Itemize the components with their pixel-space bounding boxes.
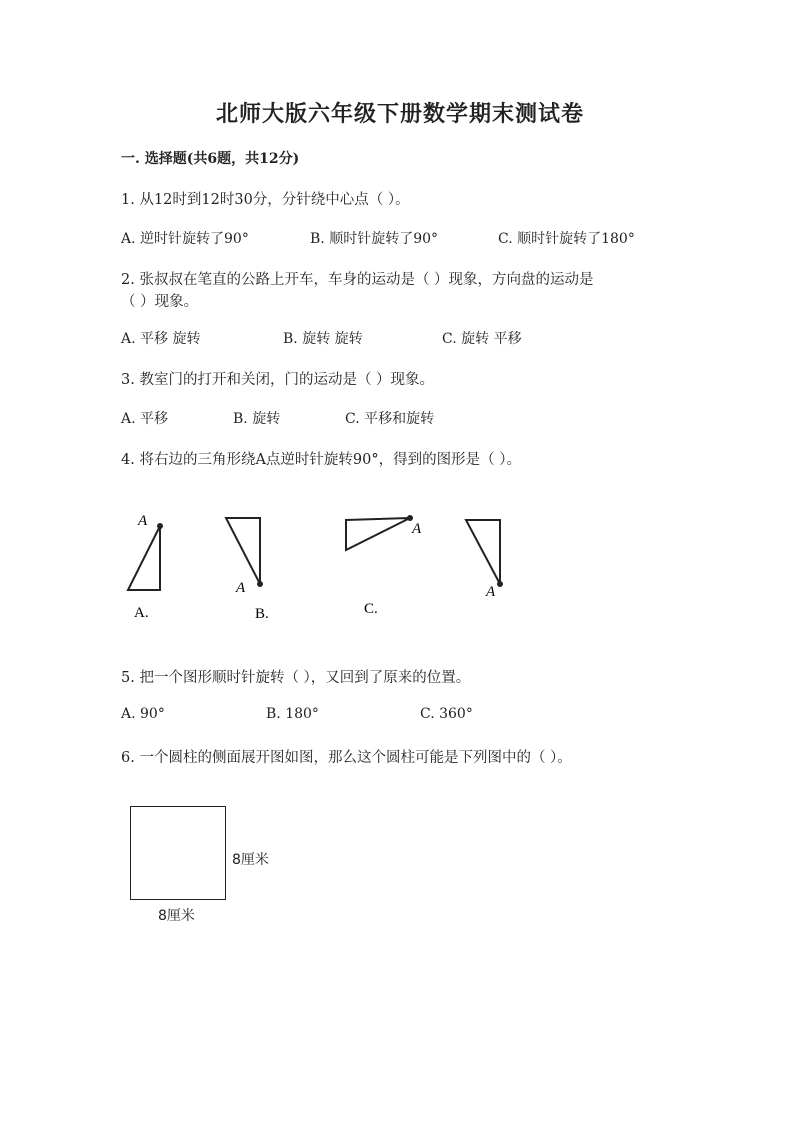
question-5-option-c[interactable]: C. 360°: [420, 706, 473, 722]
question-1-option-a[interactable]: A. 逆时针旋转了90°: [121, 231, 249, 247]
question-5-option-b[interactable]: B. 180°: [266, 706, 319, 722]
triangle-option-a[interactable]: [128, 513, 163, 621]
page-title: 北师大版六年级下册数学期末测试卷: [215, 101, 584, 127]
point-label: A: [412, 521, 422, 537]
given-triangle: [466, 520, 503, 600]
cylinder-side-net-square: [130, 806, 226, 900]
question-1-text: 1. 从12时到12时30分，分针绕中心点（ ）。: [121, 192, 410, 208]
question-1-option-b[interactable]: B. 顺时针旋转了90°: [310, 231, 439, 247]
question-6-text: 6. 一个圆柱的侧面展开图如图，那么这个圆柱可能是下列图中的（ ）。: [121, 750, 572, 766]
square-bottom-length-label: 8厘米: [158, 908, 195, 924]
rotation-point-dot: [157, 523, 163, 529]
question-3-option-a[interactable]: A. 平移: [121, 411, 169, 427]
point-label: A: [486, 584, 496, 600]
question-5-option-a[interactable]: A. 90°: [121, 706, 165, 722]
question-5-text: 5. 把一个图形顺时针旋转（ ），又回到了原来的位置。: [121, 670, 471, 686]
point-label: A: [138, 513, 148, 529]
question-3-text: 3. 教室门的打开和关闭，门的运动是（ ）现象。: [121, 372, 435, 388]
rotation-point-dot: [497, 581, 503, 587]
figure-option-c-label: C.: [364, 601, 378, 617]
section-heading: 一. 选择题(共6题，共12分): [121, 151, 300, 167]
question-2-text-line1: 2. 张叔叔在笔直的公路上开车，车身的运动是（ ）现象，方向盘的运动是: [121, 272, 594, 288]
question-2-option-a[interactable]: A. 平移 旋转: [121, 331, 201, 347]
figure-option-b-label: B.: [255, 606, 269, 622]
question-4-text: 4. 将右边的三角形绕A点逆时针旋转90°，得到的图形是（ ）。: [121, 452, 521, 468]
triangle-option-c[interactable]: [346, 515, 422, 617]
question-2-text-line2: （ ）现象。: [121, 294, 199, 310]
question-4-figure: [110, 500, 530, 630]
question-2-option-c[interactable]: C. 旋转 平移: [442, 331, 522, 347]
question-3-option-b[interactable]: B. 旋转: [233, 411, 281, 427]
square-side-length-label: 8厘米: [232, 852, 269, 868]
figure-option-a-label: A.: [134, 605, 149, 621]
question-1-option-c[interactable]: C. 顺时针旋转了180°: [498, 231, 635, 247]
question-2-option-b[interactable]: B. 旋转 旋转: [283, 331, 363, 347]
question-3-option-c[interactable]: C. 平移和旋转: [345, 411, 435, 427]
rotation-point-dot: [257, 581, 263, 587]
point-label: A: [236, 580, 246, 596]
triangle-option-b[interactable]: [226, 518, 269, 622]
